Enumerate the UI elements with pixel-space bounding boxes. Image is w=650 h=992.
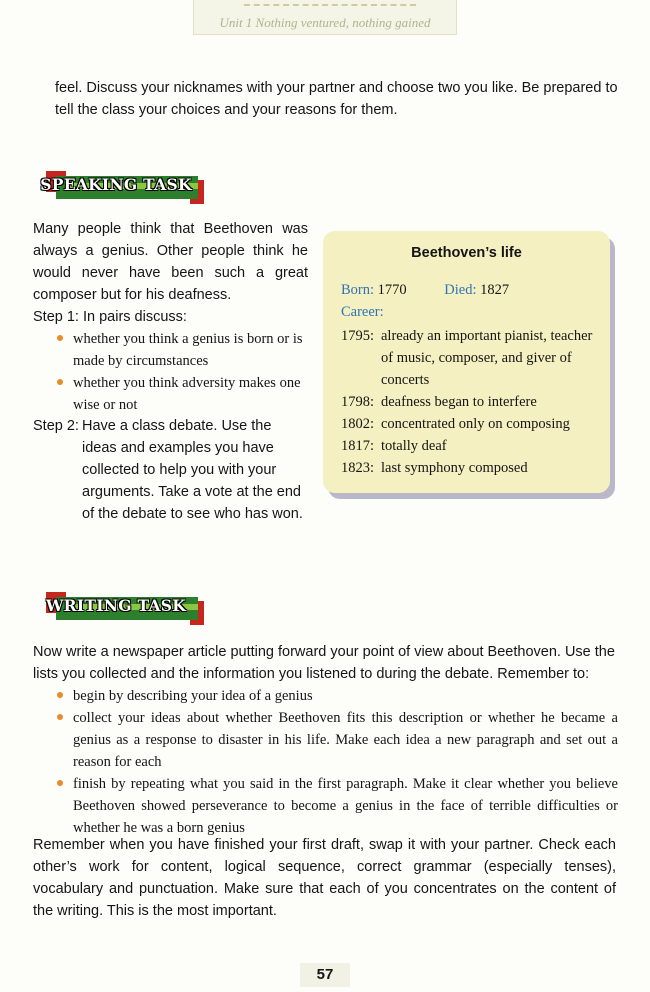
list-item (56, 372, 310, 416)
career-year: 1817: (341, 438, 375, 454)
list-item (56, 328, 310, 372)
writing-task-intro: Now write a newspaper article putting forward your point of view about Beethoven. Use the lists you collected and the information you listened to during the debate. Remember to: (33, 644, 615, 682)
bullet-dot-icon (57, 780, 63, 786)
box-title: Beethoven’s life (411, 245, 522, 261)
bullet-text: whether you think adversity makes one wise or not (73, 375, 301, 413)
bullet-text: collect your ideas about whether Beethoven fits this description or whether he became a genius as a response to disaster in his life. Make each idea a new paragraph and set out a reason for each (73, 710, 618, 770)
step2-text: Have a class debate. Use the ideas and examples you have collected to help you with your arguments. Take a vote at the end of the debate to see who has won. (82, 418, 303, 522)
died-value: 1827 (480, 282, 510, 298)
header-dash-decoration (244, 4, 416, 6)
speaking-task-banner (32, 171, 204, 204)
bullet-dot-icon (57, 335, 63, 341)
born-died-row (341, 279, 509, 301)
writing-task-banner (32, 592, 204, 625)
bullet-text: finish by repeating what you said in the first paragraph. Make it clear whether you believe Beethoven showed perseverance to become a genius in the face of terrible difficulties or whether he was a born genius (73, 776, 618, 836)
unit-header (193, 0, 457, 35)
step1-label: Step 1: In pairs discuss: (33, 309, 187, 325)
born-label: Born: (341, 282, 375, 298)
career-text: deafness began to interfere (381, 394, 537, 410)
career-year: 1798: (341, 394, 375, 410)
career-text: concentrated only on composing (381, 416, 570, 432)
bullet-text: begin by describing your idea of a genius (73, 688, 313, 704)
step1-bullet-list (56, 328, 310, 416)
unit-title: Unit 1 Nothing ventured, nothing gained (219, 15, 431, 30)
beethoven-life-box (323, 231, 610, 493)
list-item (341, 325, 606, 391)
list-item (56, 685, 618, 707)
career-text: totally deaf (381, 438, 447, 454)
list-item (56, 707, 618, 773)
list-item (56, 773, 618, 839)
bullet-dot-icon (57, 692, 63, 698)
bullet-text: whether you think a genius is born or is made by circumstances (73, 331, 303, 369)
bullet-dot-icon (57, 379, 63, 385)
speaking-task-paragraph: Many people think that Beethoven was always a genius. Other people think he would never have been such a great composer but for his deafness. (33, 221, 308, 303)
career-text: last symphony composed (381, 460, 528, 476)
speaking-task-heading: SPEAKING TASK (40, 175, 192, 194)
career-year: 1823: (341, 460, 375, 476)
list-item (341, 435, 606, 457)
career-list (341, 325, 606, 479)
intro-paragraph: feel. Discuss your nicknames with your partner and choose two you like. Be prepared to tell the class your choices and your reasons for them. (55, 80, 618, 118)
page-number: 57 (300, 963, 350, 987)
list-item (341, 457, 606, 479)
writing-task-heading: WRITING TASK (45, 596, 187, 615)
career-label: Career: (341, 304, 384, 320)
bullet-dot-icon (57, 714, 63, 720)
list-item (341, 391, 606, 413)
died-label: Died: (444, 282, 477, 298)
writing-closing-paragraph: Remember when you have finished your first draft, swap it with your partner. Check each other’s work for content, logical sequence, correct grammar (especially tenses), vocabulary and punctuation. Make sure that each of you concentrates on the content of the writing. This is the most important. (33, 837, 616, 919)
career-text: already an important pianist, teacher of music, composer, and giver of concerts (381, 328, 593, 388)
step2-label: Step 2: (33, 418, 79, 434)
born-value: 1770 (377, 282, 407, 298)
career-year: 1802: (341, 416, 375, 432)
career-year: 1795: (341, 328, 375, 344)
writing-bullet-list (56, 685, 618, 839)
list-item (341, 413, 606, 435)
